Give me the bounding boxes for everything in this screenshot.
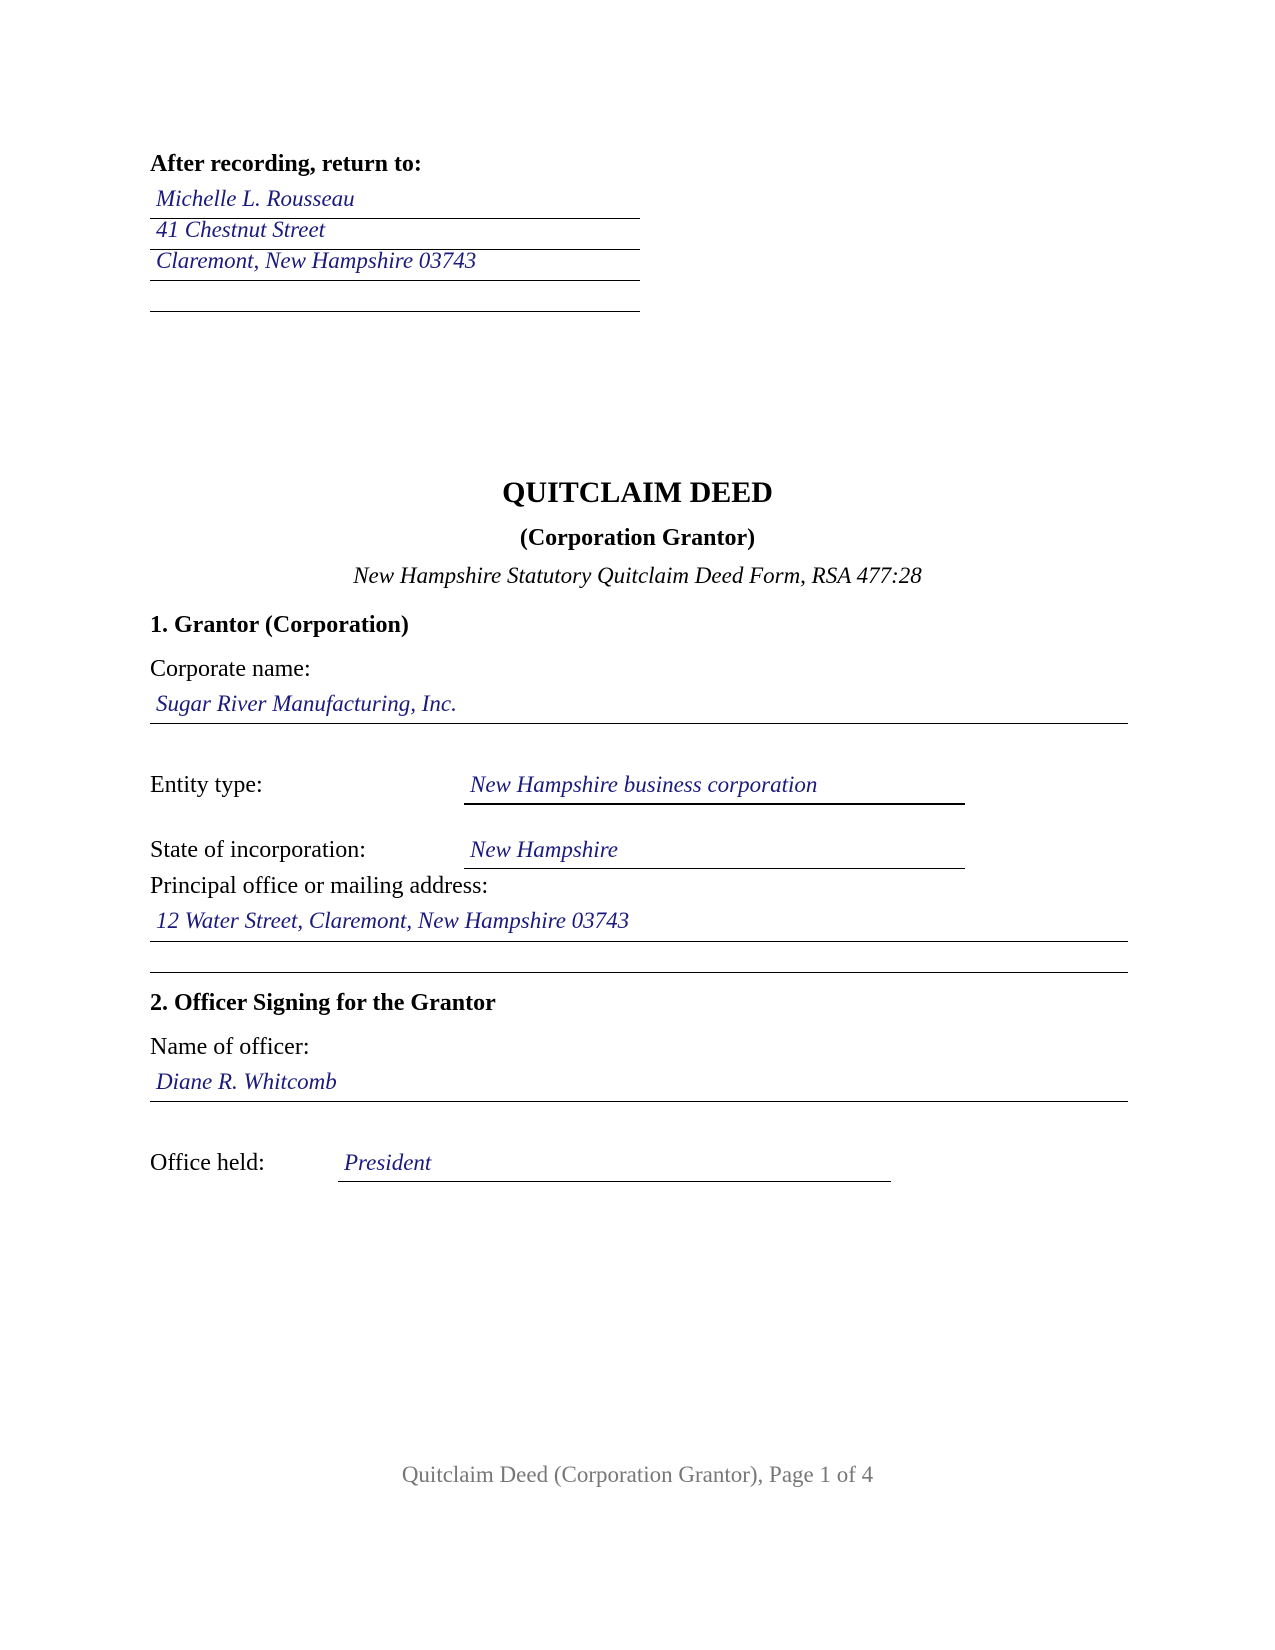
office-held-rule — [338, 1181, 891, 1182]
form-reference: New Hampshire Statutory Quitclaim Deed Form, RSA 477:28 — [353, 563, 922, 588]
entity-type-rule — [464, 803, 965, 805]
corporate-name-rule — [150, 723, 1128, 724]
return-line-3-rule — [150, 280, 640, 281]
state-value: New Hampshire — [470, 837, 619, 862]
page-footer: Quitclaim Deed (Corporation Grantor), Page 1 of 4 — [401, 1462, 874, 1487]
return-line-3: Claremont, New Hampshire 03743 — [156, 248, 477, 273]
officer-name-value: Diane R. Whitcomb — [156, 1069, 337, 1094]
return-line-2: 41 Chestnut Street — [156, 217, 326, 242]
office-held-label: Office held: — [150, 1150, 265, 1176]
address-label: Principal office or mailing address: — [150, 873, 489, 899]
document-subtitle: (Corporation Grantor) — [519, 525, 756, 551]
address-line-2-rule — [150, 972, 1128, 973]
office-held-value: President — [344, 1150, 432, 1175]
address-line-1: 12 Water Street, Claremont, New Hampshire 03743 — [156, 908, 630, 933]
officer-name-label: Name of officer: — [150, 1034, 310, 1060]
officer-name-rule — [150, 1101, 1128, 1102]
entity-type-value: New Hampshire business corporation — [470, 772, 818, 797]
return-line-1: Michelle L. Rousseau — [156, 186, 355, 211]
section2-heading: 2. Officer Signing for the Grantor — [150, 990, 496, 1016]
document-title: QUITCLAIM DEED — [502, 476, 773, 509]
state-label: State of incorporation: — [150, 837, 366, 863]
entity-type-label: Entity type: — [150, 772, 263, 798]
corporate-name-label: Corporate name: — [150, 656, 311, 682]
address-line-1-rule — [150, 941, 1128, 942]
return-heading: After recording, return to: — [150, 151, 422, 177]
state-rule — [464, 868, 965, 869]
section1-heading: 1. Grantor (Corporation) — [150, 612, 409, 638]
return-line-4-rule — [150, 311, 640, 312]
corporate-name-value: Sugar River Manufacturing, Inc. — [156, 691, 457, 716]
